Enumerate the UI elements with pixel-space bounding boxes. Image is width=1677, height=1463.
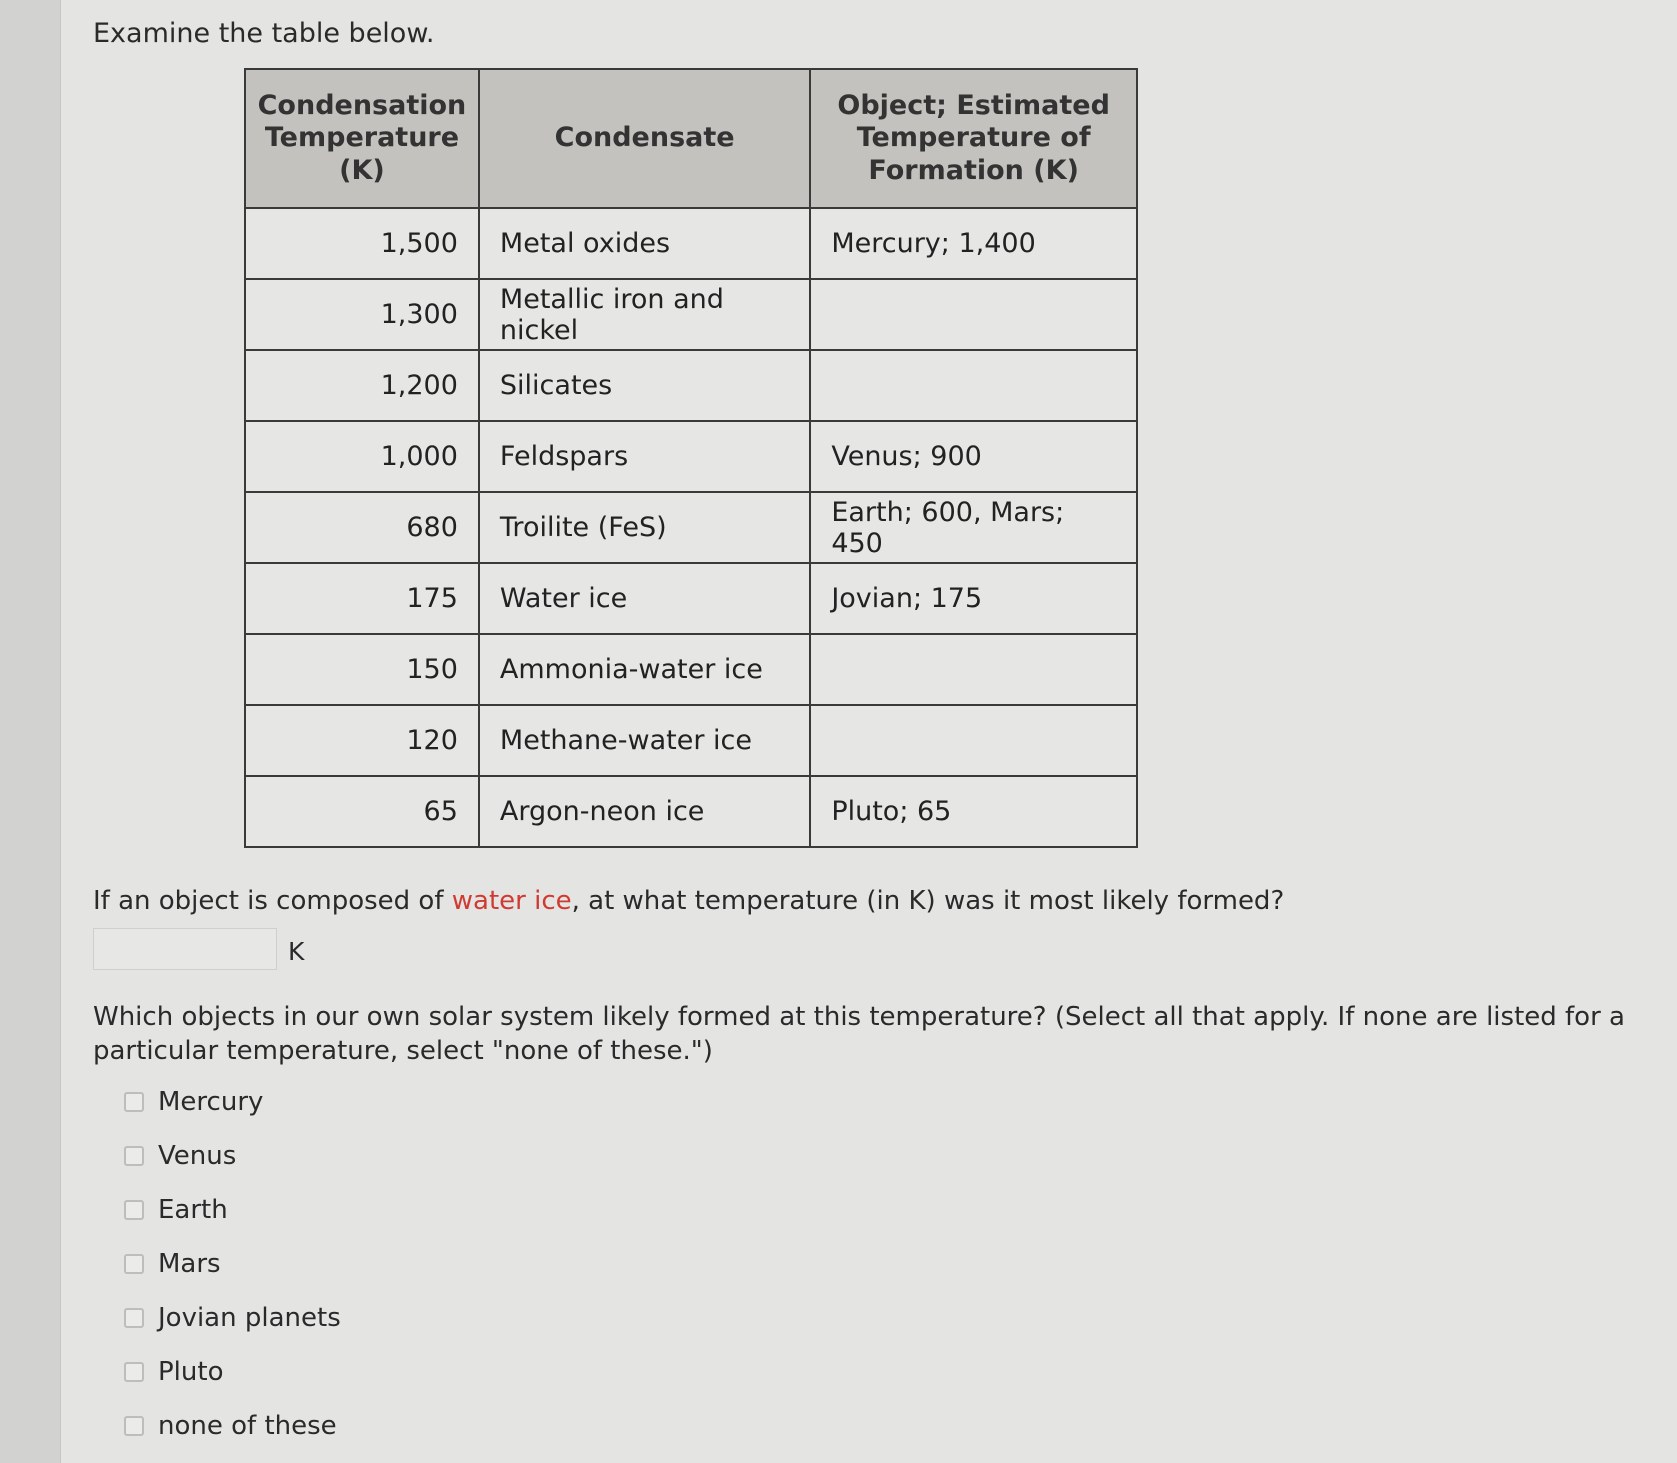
header-condensation-temperature: Condensation Temperature (K) [245, 69, 479, 208]
cell-condensate: Metallic iron and nickel [479, 279, 810, 350]
table-row [245, 208, 1137, 279]
option-label: Mercury [158, 1087, 264, 1117]
option-label: none of these [158, 1411, 337, 1441]
option-label: Venus [158, 1141, 237, 1171]
cell-condensate: Feldspars [479, 421, 810, 492]
left-margin-bar [0, 0, 61, 1463]
question-1-text [93, 886, 1284, 916]
cell-condensate: Argon-neon ice [479, 776, 810, 847]
table-row [245, 350, 1137, 421]
cell-object: Jovian; 175 [810, 563, 1137, 634]
cell-temperature: 1,200 [245, 350, 479, 421]
cell-object [810, 279, 1137, 350]
option-label: Earth [158, 1195, 228, 1225]
cell-object: Venus; 900 [810, 421, 1137, 492]
cell-temperature: 150 [245, 634, 479, 705]
option-label: Pluto [158, 1357, 224, 1387]
header-condensate: Condensate [479, 69, 810, 208]
cell-temperature: 175 [245, 563, 479, 634]
cell-object [810, 350, 1137, 421]
table-row [245, 563, 1137, 634]
option-mercury[interactable] [124, 1075, 341, 1129]
cell-object: Pluto; 65 [810, 776, 1137, 847]
cell-object [810, 634, 1137, 705]
table-row [245, 492, 1137, 563]
checkbox-icon[interactable] [124, 1362, 144, 1382]
object-options-list [124, 1075, 341, 1453]
checkbox-icon[interactable] [124, 1092, 144, 1112]
checkbox-icon[interactable] [124, 1308, 144, 1328]
cell-condensate: Ammonia-water ice [479, 634, 810, 705]
checkbox-icon[interactable] [124, 1416, 144, 1436]
cell-temperature: 120 [245, 705, 479, 776]
cell-object [810, 705, 1137, 776]
checkbox-icon[interactable] [124, 1146, 144, 1166]
table-row [245, 776, 1137, 847]
temperature-answer-input[interactable] [93, 928, 277, 970]
checkbox-icon[interactable] [124, 1200, 144, 1220]
option-pluto[interactable] [124, 1345, 341, 1399]
cell-object: Mercury; 1,400 [810, 208, 1137, 279]
option-venus[interactable] [124, 1129, 341, 1183]
intro-text: Examine the table below. [93, 18, 435, 49]
condensation-table [244, 68, 1138, 848]
header-object-formation-temperature: Object; Estimated Temperature of Formation (K) [810, 69, 1137, 208]
table-header-row [245, 69, 1137, 208]
cell-condensate: Silicates [479, 350, 810, 421]
checkbox-icon[interactable] [124, 1254, 144, 1274]
table-row [245, 634, 1137, 705]
cell-temperature: 1,000 [245, 421, 479, 492]
question-1-before: If an object is composed of [93, 886, 452, 916]
cell-condensate: Metal oxides [479, 208, 810, 279]
cell-condensate: Methane-water ice [479, 705, 810, 776]
question-2-text: Which objects in our own solar system likely formed at this temperature? (Select all that apply. If none are listed for a particular temperature, select "none of these.") [93, 1002, 1625, 1066]
option-label: Mars [158, 1249, 221, 1279]
table-row [245, 421, 1137, 492]
table-row [245, 279, 1137, 350]
question-1-after: , at what temperature (in K) was it most likely formed? [571, 886, 1285, 916]
option-jovian-planets[interactable] [124, 1291, 341, 1345]
cell-temperature: 1,500 [245, 208, 479, 279]
cell-object: Earth; 600, Mars; 450 [810, 492, 1137, 563]
option-mars[interactable] [124, 1237, 341, 1291]
option-label: Jovian planets [158, 1303, 341, 1333]
cell-condensate: Water ice [479, 563, 810, 634]
cell-temperature: 65 [245, 776, 479, 847]
cell-temperature: 680 [245, 492, 479, 563]
answer-unit-label: K [288, 937, 305, 966]
question-1-highlight: water ice [451, 886, 572, 916]
option-none-of-these[interactable] [124, 1399, 341, 1453]
table-row [245, 705, 1137, 776]
cell-condensate: Troilite (FeS) [479, 492, 810, 563]
cell-temperature: 1,300 [245, 279, 479, 350]
option-earth[interactable] [124, 1183, 341, 1237]
